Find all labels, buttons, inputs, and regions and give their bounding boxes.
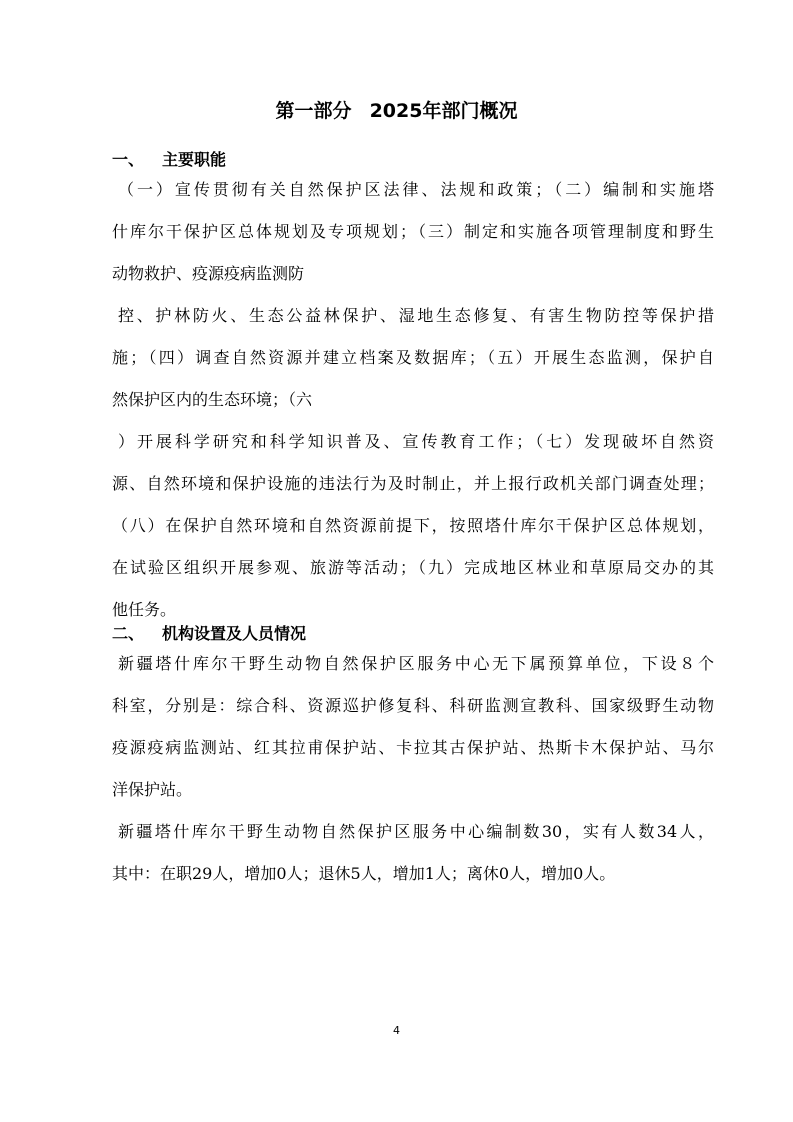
paragraph-line: 科室，分别是：综合科、资源巡护修复科、科研监测宣教科、国家级野生动物 [112, 696, 714, 715]
title-text: 2025年部门概况 [369, 100, 518, 122]
paragraph-line: 疫源疫病监测站、红其拉甫保护站、卡拉其古保护站、热斯卡木保护站、马尔 [112, 738, 714, 757]
paragraph-line: 控、护林防火、生态公益林保护、湿地生态修复、有害生物防控等保护措 [118, 306, 714, 325]
section-title: 主要职能 [162, 150, 227, 169]
paragraph-line: 新疆塔什库尔干野生动物自然保护区服务中心编制数30，实有人数34人， [118, 822, 714, 841]
paragraph-line: 源、自然环境和保护设施的违法行为及时制止，并上报行政机关部门调查处理； [112, 474, 714, 493]
section-heading-organization [112, 622, 306, 646]
page-number: 4 [393, 1024, 400, 1037]
paragraph-line: ）开展科学研究和科学知识普及、宣传教育工作；（七）发现破坏自然资 [118, 432, 714, 451]
section-number: 二、 [112, 624, 145, 643]
paragraph-line: 动物救护、疫源疫病监测防 [112, 264, 305, 283]
paragraph-line: 然保护区内的生态环境；（六 [112, 390, 313, 409]
section-number: 一、 [112, 150, 145, 169]
section-heading-functions [112, 148, 226, 172]
paragraph-line: 在试验区组织开展参观、旅游等活动；（九）完成地区林业和草原局交办的其 [112, 558, 714, 577]
paragraph-line: 新疆塔什库尔干野生动物自然保护区服务中心无下属预算单位，下设８个 [118, 654, 714, 673]
paragraph-line: （一）宣传贯彻有关自然保护区法律、法规和政策；（二）编制和实施塔 [118, 180, 714, 199]
page-title [0, 97, 793, 125]
title-part: 第一部分 [275, 100, 352, 122]
paragraph-line: （八）在保护自然环境和自然资源前提下，按照塔什库尔干保护区总体规划， [112, 516, 714, 535]
paragraph-line: 洋保护站。 [112, 780, 193, 799]
paragraph-line: 施；（四）调查自然资源并建立档案及数据库；（五）开展生态监测，保护自 [112, 348, 714, 367]
section-title: 机构设置及人员情况 [162, 624, 307, 643]
paragraph-line: 什库尔干保护区总体规划及专项规划；（三）制定和实施各项管理制度和野生 [112, 222, 714, 241]
paragraph-line: 他任务。 [112, 600, 177, 619]
paragraph-line: 其中：在职29人，增加0人；退休5人，增加1人；离休0人，增加0人。 [112, 864, 616, 883]
